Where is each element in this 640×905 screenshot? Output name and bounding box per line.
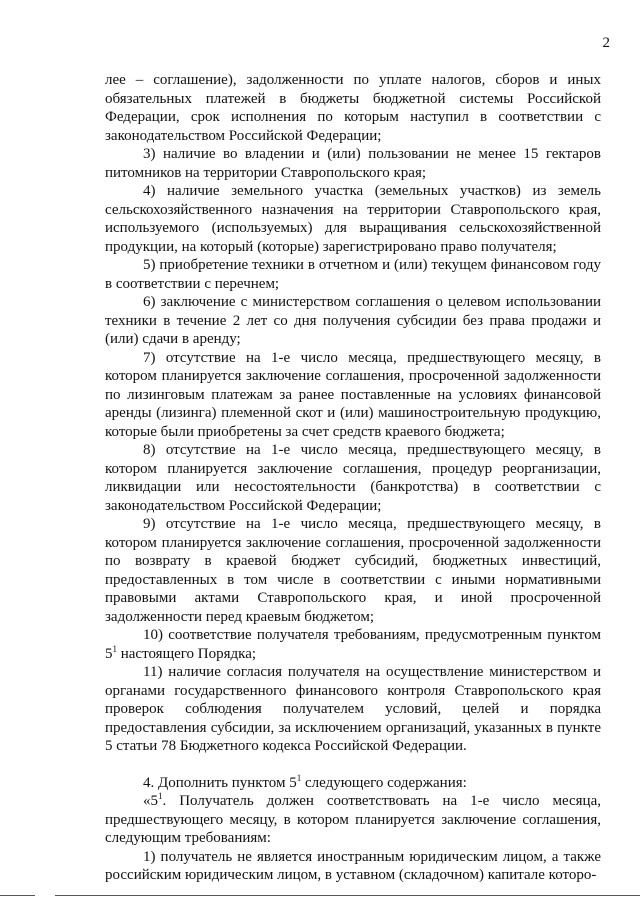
paragraph-item-11: 11) наличие согласия получателя на осуществление министерством и органами государственного финансового контроля Ставропольского края проверок соблюдения получателем условий, целей и порядка предоставления субсидии, за исключением организаций, указанных в пункте 5 статьи 78 Бюджетного кодекса Российской Федерации. <box>105 664 601 754</box>
paragraph-item-10 <box>105 626 601 663</box>
paragraph-item-5: 5) приобретение техники в отчетном и (или) текущем финансовом году в соответствии с перечнем; <box>105 257 601 292</box>
paragraph-intro: лее – соглашение), задолженности по уплате налогов, сборов и иных обязательных платежей в бюджеты бюджетной системы Российской Федерации, срок исполнения по которым наступил в соответствии с законодательством Российской Федерации; <box>105 72 601 144</box>
paragraph-point-5-1 <box>105 792 601 848</box>
point-5-1-text-before: «5 <box>143 793 158 809</box>
section-4-text-after: следующего содержания: <box>301 774 467 791</box>
scan-edge-line-left <box>0 895 35 896</box>
paragraph-item-6: 6) заключение с министерством соглашения о целевом использовании техники в течение 2 лет со дня получения субсидии без права продажи и (или) сдачи в аренду; <box>105 294 601 347</box>
paragraph-requirement-1: 1) получатель не является иностранным юридическим лицом, а также российским юридическим лицом, в уставном (складочном) капитале которо- <box>105 848 601 883</box>
scan-edge-line <box>55 895 640 896</box>
paragraph-item-3: 3) наличие во владении и (или) пользовании не менее 15 гектаров питомников на территории Ставропольского края; <box>105 146 601 181</box>
item-10-text-before: 10) соответствие получателя требованиям, предусмотренным пунктом 5 <box>105 627 601 662</box>
section-4-superscript: 1 <box>296 772 302 783</box>
paragraph-item-7: 7) отсутствие на 1-е число месяца, предшествующего месяцу, в котором планируется заключение соглашения, просроченной задолженности по лизинговым платежам за ранее поставленные на условиях финансовой аренды (лизинга) племенной скот и (или) машиностроительную продукцию, которые были приобретены за счет средств краевого бюджета; <box>105 349 601 440</box>
paragraph-item-4: 4) наличие земельного участка (земельных участков) из земель сельскохозяйственного назначения на территории Ставропольского края, используемого (используемых) для выращивания сельскохозяйственной продукции, на который (которые) зарегистрировано право получателя; <box>105 183 601 255</box>
point-5-1-text-after: . Получатель должен соответствовать на 1-е число месяца, предшествующего месяцу, в котором планируется заключение соглашения, следующим требованиям: <box>105 793 601 846</box>
section-4-text-before: 4. Дополнить пунктом 5 <box>143 774 297 791</box>
paragraph-item-8: 8) отсутствие на 1-е число месяца, предшествующего месяцу, в котором планируется заключение соглашения, процедур реорганизации, ликвидации или несостоятельности (банкротства) в соответствии с законодательством Российской Федерации; <box>105 442 601 514</box>
item-10-superscript: 1 <box>112 643 117 654</box>
paragraph-gap <box>105 756 601 774</box>
page-number: 2 <box>602 35 610 51</box>
item-10-text-after: настоящего Порядка; <box>117 645 257 662</box>
paragraph-item-9: 9) отсутствие на 1-е число месяца, предшествующего месяцу, в котором планируется заключение соглашения, просроченной задолженности по возврату в краевой бюджет субсидий, бюджетных инвестиций, предоставленных в том числе в соответствии с иными нормативными правовыми актами Ставропольского края, и иной просроченной задолженности перед краевым бюджетом; <box>105 516 601 625</box>
paragraph-section-4 <box>105 774 601 793</box>
point-5-1-superscript: 1 <box>158 791 163 801</box>
document-body <box>105 71 601 885</box>
